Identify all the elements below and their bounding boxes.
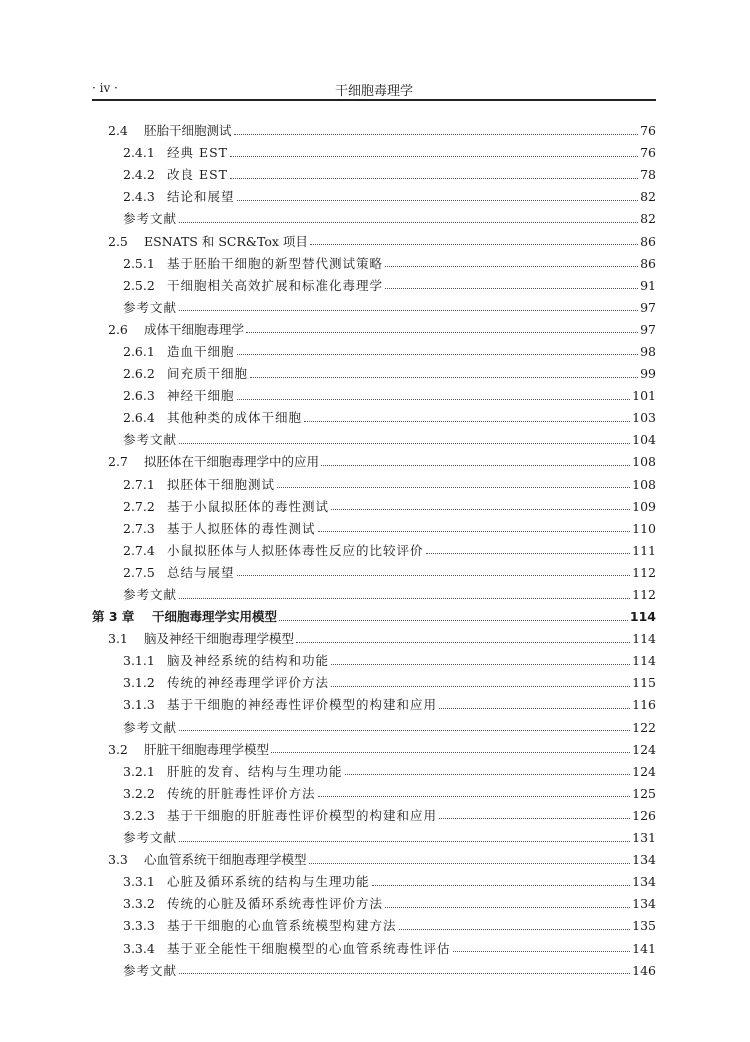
toc-entry[interactable] [92,518,656,540]
dot-leader [179,222,638,223]
dot-leader [331,664,630,665]
toc-entry[interactable] [92,849,656,871]
toc-page-number: 98 [640,343,656,359]
toc-title: 参考文献 [123,299,178,315]
toc-number: 2.6.4 [123,410,155,426]
toc-number: 2.7.2 [123,498,155,514]
toc-page-number: 86 [640,255,656,271]
dot-leader [237,200,638,201]
toc-number: 3.3.4 [123,940,155,956]
toc-page-number: 124 [632,763,656,779]
toc-title: 脑及神经干细胞毒理学模型 [144,631,295,647]
dot-leader [179,841,630,842]
toc-page-number: 101 [632,388,656,404]
dot-leader [426,553,631,554]
toc-number: 3.1.1 [123,653,155,669]
toc-title: 小鼠拟胚体与人拟胚体毒性反应的比较评价 [167,542,424,558]
toc-page-number: 99 [640,366,656,382]
dot-leader [309,863,631,864]
toc-number: 2.6.2 [123,366,155,382]
dot-leader [439,818,630,819]
toc-title: 传统的肝脏毒性评价方法 [167,785,316,801]
toc-title: 神经干细胞 [167,388,235,404]
toc-title: 造血干细胞 [167,343,235,359]
toc-chapter[interactable] [92,606,656,628]
toc-entry[interactable] [92,164,656,186]
toc-entry[interactable] [92,672,656,694]
toc-entry[interactable] [92,319,656,341]
toc-title: 干细胞相关高效扩展和标准化毒理学 [167,277,384,293]
toc-number: 2.7.3 [123,520,155,536]
toc-page-number: 86 [640,233,656,249]
dot-leader [234,134,638,135]
toc-page-number: 115 [632,675,656,691]
toc-title: 参考文献 [123,587,178,603]
dot-leader [230,156,638,157]
dot-leader [372,885,631,886]
toc-page-number: 111 [632,542,656,558]
toc-entry[interactable] [92,628,656,650]
toc-title: 基于干细胞的心血管系统模型构建方法 [167,918,397,934]
dot-leader [237,354,638,355]
toc-entry[interactable] [92,805,656,827]
dot-leader [310,244,638,245]
toc-title: 总结与展望 [167,564,235,580]
toc-title: 结论和展望 [167,189,235,205]
toc-references[interactable] [92,297,656,319]
toc-entry[interactable] [92,915,656,937]
dot-leader [277,487,630,488]
toc-page-number: 114 [632,653,656,669]
toc-page-number: 97 [640,299,656,315]
toc-page-number: 76 [640,145,656,161]
dot-leader [304,421,630,422]
dot-leader [331,509,630,510]
toc-entry[interactable] [92,253,656,275]
toc-references[interactable] [92,429,656,451]
toc-number: 2.7.4 [123,542,155,558]
toc-title: 基于干细胞的神经毒性评价模型的构建和应用 [167,697,438,713]
toc-page-number: 108 [632,476,656,492]
toc-page-number: 141 [632,940,656,956]
dot-leader [237,575,631,576]
toc-number: 3.2.1 [123,763,155,779]
toc-entry[interactable] [92,937,656,959]
toc-number: 2.5 [108,233,128,249]
page-folio: · iv · [92,81,118,95]
toc-page-number: 114 [629,609,656,625]
toc-entry[interactable] [92,120,656,142]
toc-number: 2.7.5 [123,564,155,580]
toc-number: 2.4.3 [123,189,155,205]
dot-leader [296,642,630,643]
dot-leader [385,907,630,908]
toc-title: 经典 EST [167,145,228,161]
dot-leader [385,288,638,289]
toc-entry[interactable] [92,341,656,363]
toc-entry[interactable] [92,562,656,584]
dot-leader [179,730,630,731]
toc-number: 2.7 [108,454,128,470]
toc-entry[interactable] [92,540,656,562]
toc-number: 2.6.3 [123,388,155,404]
toc-title: 传统的神经毒理学评价方法 [167,675,330,691]
toc-page-number: 134 [632,852,656,868]
toc-number: 3.3.2 [123,896,155,912]
toc-title: 拟胚体在干细胞毒理学中的应用 [144,454,320,470]
toc-entry[interactable] [92,142,656,164]
toc-page-number: 91 [640,277,656,293]
toc-title: 肝脏干细胞毒理学模型 [144,741,270,757]
toc-page-number: 135 [632,918,656,934]
toc-title: 干细胞毒理学实用模型 [152,609,278,625]
dot-leader [237,399,631,400]
dot-leader [385,266,638,267]
dot-leader [318,531,631,532]
toc-number: 3.2 [108,741,128,757]
toc-entry[interactable] [92,893,656,915]
dot-leader [453,951,631,952]
toc-number: 3.3.1 [123,874,155,890]
toc-page-number: 78 [640,167,656,183]
toc-number: 3.3.3 [123,918,155,934]
toc-number: 2.7.1 [123,476,155,492]
dot-leader [321,465,630,466]
toc-page-number: 104 [632,432,656,448]
toc-entry[interactable] [92,230,656,252]
toc-number: 2.5.2 [123,277,155,293]
toc-title: 参考文献 [123,962,178,978]
toc-references[interactable] [92,960,656,982]
dot-leader [179,973,630,974]
toc-number: 3.3 [108,852,128,868]
toc-page-number: 112 [632,587,656,603]
toc-references[interactable] [92,208,656,230]
toc-title: 参考文献 [123,432,178,448]
toc-entry[interactable] [92,761,656,783]
dot-leader [318,796,631,797]
toc-entry[interactable] [92,385,656,407]
toc-title: 胚胎干细胞测试 [144,123,232,139]
toc-page-number: 116 [632,697,656,713]
toc-title: 心脏及循环系统的结构与生理功能 [167,874,370,890]
toc-title: 基于亚全能性干细胞模型的心血管系统毒性评估 [167,940,451,956]
toc-page-number: 103 [632,410,656,426]
dot-leader [179,310,638,311]
toc-page-number: 146 [632,962,656,978]
toc-page-number: 97 [640,321,656,337]
toc-entry[interactable] [92,496,656,518]
toc-number: 3.2.2 [123,785,155,801]
toc-page-number: 124 [632,741,656,757]
toc-title: 参考文献 [123,719,178,735]
toc-page-number: 109 [632,498,656,514]
dot-leader [279,620,628,621]
dot-leader [250,377,638,378]
toc-entry[interactable] [92,739,656,761]
toc-page-number: 114 [632,631,656,647]
toc-entry[interactable] [92,650,656,672]
toc-number: 2.4 [108,123,128,139]
toc-title: 基于人拟胚体的毒性测试 [167,520,316,536]
header-rule [92,99,656,101]
toc-references[interactable] [92,584,656,606]
toc-number: 3.1.3 [123,697,155,713]
toc-number: 3.1.2 [123,675,155,691]
dot-leader [399,929,631,930]
toc-entry[interactable] [92,783,656,805]
toc-page-number: 76 [640,123,656,139]
toc-entry[interactable] [92,474,656,496]
dot-leader [439,708,630,709]
running-title: 干细胞毒理学 [334,84,413,99]
toc-entry[interactable] [92,407,656,429]
dot-leader [230,178,638,179]
toc-entry[interactable] [92,871,656,893]
toc-number: 2.6.1 [123,343,155,359]
dot-leader [331,686,630,687]
toc-page-number: 134 [632,874,656,890]
toc-number: 3.2.3 [123,807,155,823]
toc-entry[interactable] [92,275,656,297]
toc-title: 改良 EST [167,167,228,183]
toc-page-number: 112 [632,564,656,580]
dot-leader [179,598,630,599]
toc-page-number: 131 [632,830,656,846]
toc-entry[interactable] [92,186,656,208]
toc-number: 3.1 [108,631,128,647]
running-header [92,78,656,100]
toc-references[interactable] [92,827,656,849]
dot-leader [179,443,630,444]
toc-page-number: 122 [632,719,656,735]
toc-title: 成体干细胞毒理学 [144,321,245,337]
toc-title: 心血管系统干细胞毒理学模型 [144,852,307,868]
toc-title: 基于小鼠拟胚体的毒性测试 [167,498,330,514]
toc-title: 基于胚胎干细胞的新型替代测试策略 [167,255,384,271]
dot-leader [345,774,631,775]
toc-number: 第 3 章 [92,609,135,625]
toc-title: 其他种类的成体干细胞 [167,410,303,426]
toc-title: ESNATS 和 SCR&Tox 项目 [144,233,308,249]
toc-entry[interactable] [92,363,656,385]
toc-number: 2.4.1 [123,145,155,161]
toc-page-number: 82 [640,189,656,205]
toc-page-number: 108 [632,454,656,470]
toc-title: 拟胚体干细胞测试 [167,476,276,492]
toc-page-number: 82 [640,211,656,227]
toc-title: 参考文献 [123,211,178,227]
toc-title: 间充质干细胞 [167,366,249,382]
toc-title: 参考文献 [123,830,178,846]
dot-leader [271,752,630,753]
toc-entry[interactable] [92,451,656,473]
toc-title: 基于干细胞的肝脏毒性评价模型的构建和应用 [167,807,438,823]
toc-number: 2.5.1 [123,255,155,271]
toc-page-number: 125 [632,785,656,801]
toc-title: 脑及神经系统的结构和功能 [167,653,330,669]
toc-page-number: 126 [632,807,656,823]
table-of-contents [92,120,656,982]
dot-leader [246,332,638,333]
toc-title: 肝脏的发育、结构与生理功能 [167,763,343,779]
toc-references[interactable] [92,717,656,739]
toc-number: 2.4.2 [123,167,155,183]
toc-number: 2.6 [108,321,128,337]
toc-page-number: 110 [632,520,656,536]
toc-page-number: 134 [632,896,656,912]
toc-title: 传统的心脏及循环系统毒性评价方法 [167,896,384,912]
toc-entry[interactable] [92,694,656,716]
